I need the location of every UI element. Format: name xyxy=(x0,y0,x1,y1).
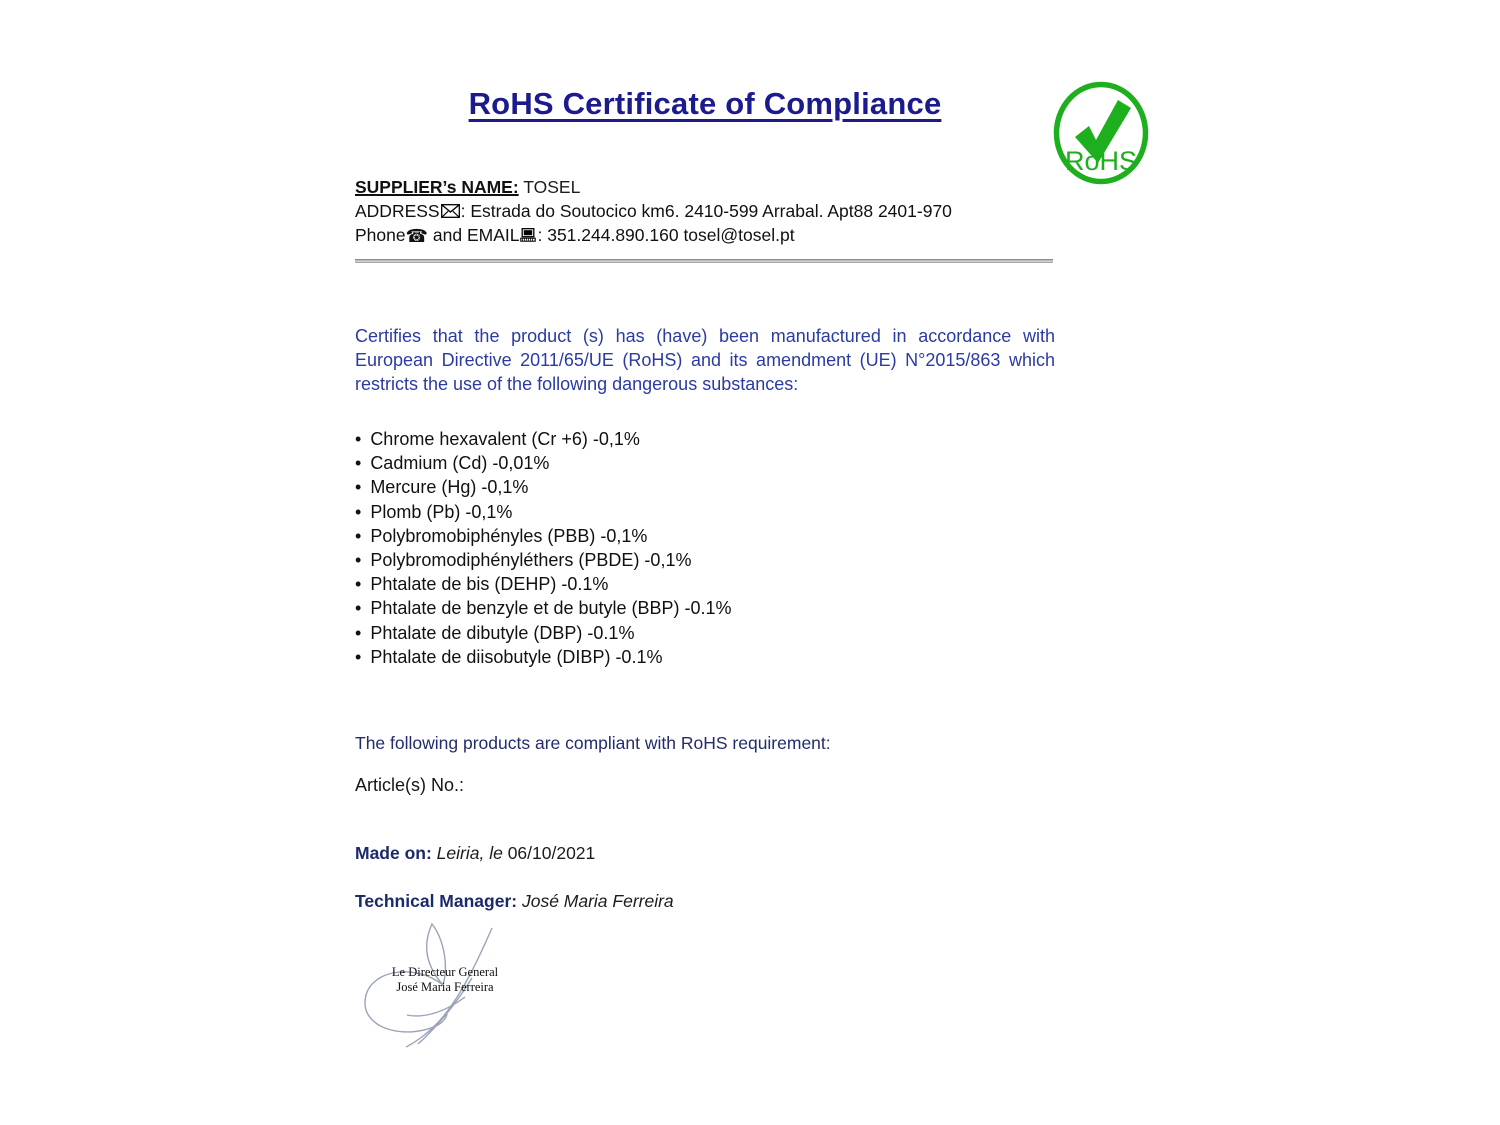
supplier-name-line xyxy=(355,175,1055,199)
address-value: : Estrada do Soutocico km6. 2410-599 Arrabal. Apt88 2401-970 xyxy=(460,201,952,221)
made-on-label: Made on: xyxy=(355,843,432,863)
substance-item: • Phtalate de dibutyle (DBP) -0.1% xyxy=(355,621,1055,645)
signature-line2: José Maria Ferreira xyxy=(396,980,494,994)
substance-item: • Plomb (Pb) -0,1% xyxy=(355,500,1055,524)
technical-manager-line xyxy=(355,891,1055,912)
phone-label: Phone xyxy=(355,225,406,245)
substance-item: • Chrome hexavalent (Cr +6) -0,1% xyxy=(355,427,1055,451)
compliance-line: The following products are compliant with RoHS requirement: xyxy=(355,733,831,753)
substance-item: • Cadmium (Cd) -0,01% xyxy=(355,451,1055,475)
email-label: and EMAIL xyxy=(428,225,520,245)
substance-item: • Phtalate de benzyle et de butyle (BBP) -0.1% xyxy=(355,596,1055,620)
supplier-block xyxy=(355,175,1055,249)
certification-paragraph: Certifies that the product (s) has (have) been manufactured in accordance with European Directive 2011/65/UE (RoHS) and its amendment (UE) N°2015/863 which restricts the use of the following dangerous substances: xyxy=(355,326,1055,395)
article-number-line: Article(s) No.: xyxy=(355,775,465,795)
phone-email-line xyxy=(355,223,1055,249)
rohs-logo xyxy=(1052,80,1150,186)
substance-item: • Polybromodiphényléthers (PBDE) -0,1% xyxy=(355,548,1055,572)
signature-line1: Le Directeur General xyxy=(391,965,499,979)
envelope-icon xyxy=(441,204,460,218)
computer-icon xyxy=(520,228,536,242)
supplier-name-value: TOSEL xyxy=(523,177,581,197)
made-on-line xyxy=(355,843,1055,864)
substances-list xyxy=(355,427,1055,669)
substance-item: • Phtalate de bis (DEHP) -0.1% xyxy=(355,572,1055,596)
address-line xyxy=(355,199,1055,223)
technical-manager-name: José Maria Ferreira xyxy=(517,891,674,911)
section-divider xyxy=(355,259,1053,263)
title-row xyxy=(355,86,1055,122)
substance-item: • Polybromobiphényles (PBB) -0,1% xyxy=(355,524,1055,548)
substance-item: • Mercure (Hg) -0,1% xyxy=(355,475,1055,499)
phone-icon: ☎ xyxy=(405,226,429,247)
signature-caption xyxy=(380,965,510,995)
made-on-place: Leiria, le xyxy=(431,843,508,863)
technical-manager-label: Technical Manager: xyxy=(355,891,518,911)
made-on-date: 06/10/2021 xyxy=(507,843,596,863)
contact-value: : 351.244.890.160 tosel@tosel.pt xyxy=(537,225,795,245)
substance-item: • Phtalate de diisobutyle (DIBP) -0.1% xyxy=(355,645,1055,669)
rohs-logo-label: RoHS xyxy=(1064,146,1138,176)
address-label: ADDRESS xyxy=(355,201,440,221)
page-title: RoHS Certificate of Compliance xyxy=(468,86,942,121)
supplier-name-label: SUPPLIER’s NAME: xyxy=(355,177,519,197)
